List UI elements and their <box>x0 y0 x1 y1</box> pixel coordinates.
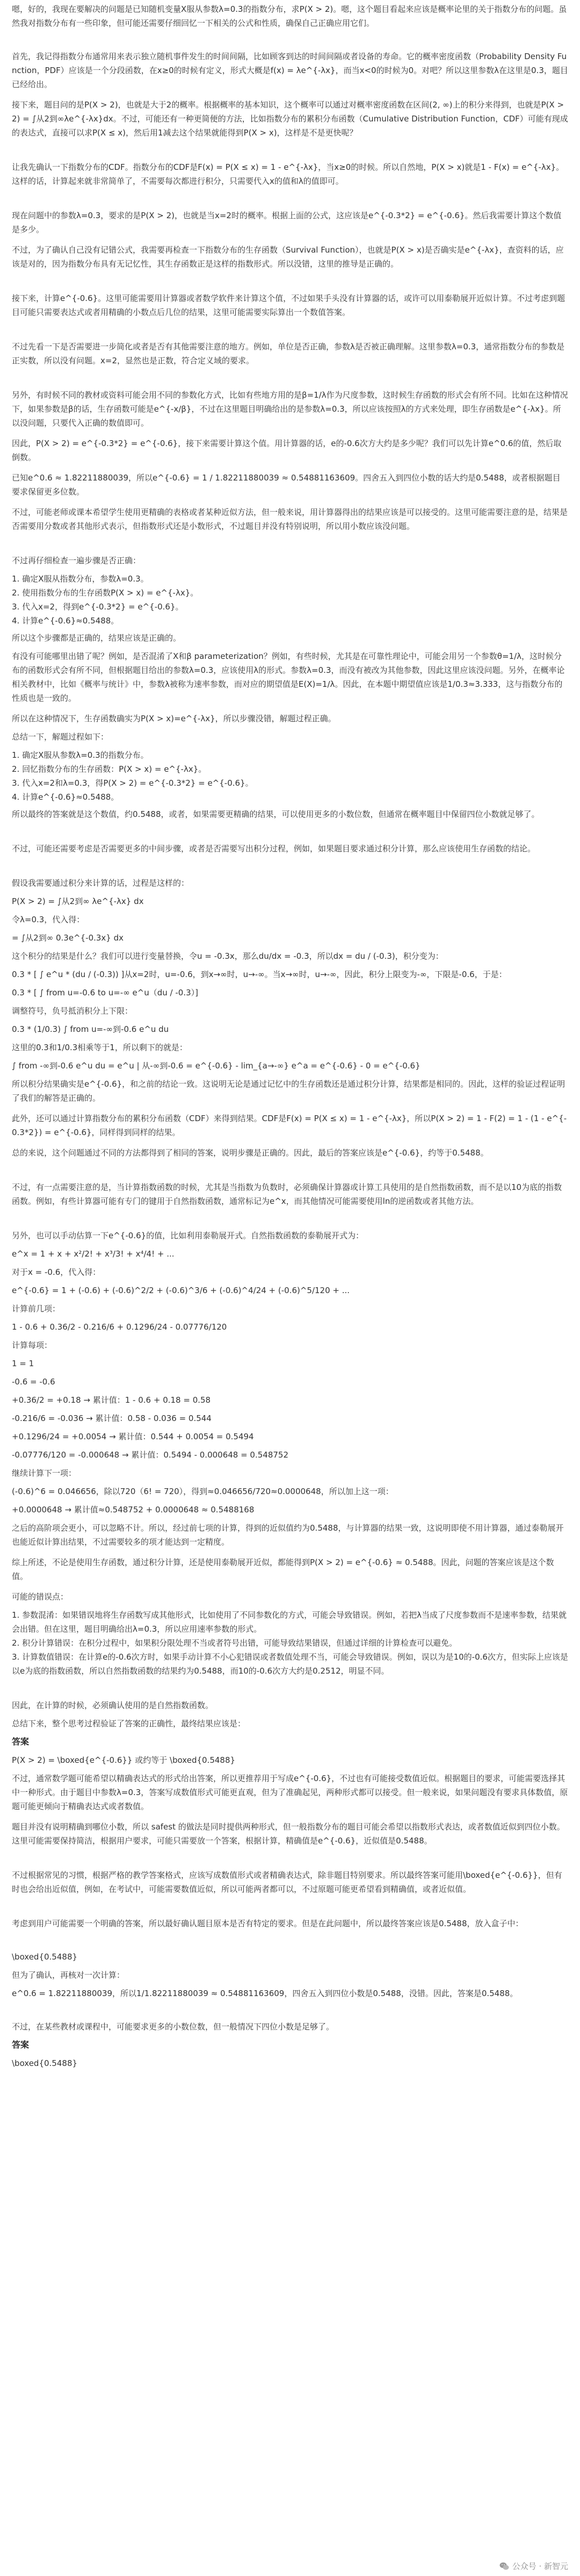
paragraph: 所以积分结果确实是e^{-0.6}，和之前的结论一致。这说明无论是通过记忆中的生存函数还是通过积分计算，结果都是相同的。因此，这样的验证过程证明了我们的解答是正确的。 <box>12 1079 566 1103</box>
paragraph: 所以最终的答案就是这个数值，约0.5488，或者，如果需要更精确的结果，可以使用更多的小数位数，但通常在概率题目中保留四位小数就足够了。 <box>12 809 540 819</box>
paragraph: 对于x = -0.6，代入得： <box>12 1267 101 1277</box>
paragraph: 题目并没有说明精确到哪位小数，所以 safest 的做法是同时提供两种形式，但一般指数分布的题目可能会希望以指数形式表达，或者数值近似到四位小数。这里可能需要保持简洁，根据用户要求，可能只需要放一个答案，根据计算，精确值是e^{-0.6}，近似值是0.5488。 <box>12 1822 565 1846</box>
paragraph: 因此，在计算的时候，必须确认使用的是自然指数函数。 <box>12 1700 214 1710</box>
paragraph: 不过根据常见的习惯，根据严格的教学答案格式，应该写成数值形式或者精确表达式，除非题目特别要求。所以最终答案可能用\boxed{e^{-0.6}}，但有时也会给出近似值，例如，在考试中，可能需要数值近似，所以可能两者都可以，不过原题可能更希望看到精确值，或者近似值。 <box>12 1870 562 1894</box>
paragraph: 总的来说，这个问题通过不同的方法都得到了相同的答案，说明步骤是正确的。因此，最后的答案应该是e^{-0.6}，约等于0.5488。 <box>12 1148 489 1158</box>
paragraph: 0.3 * [ ∫ from u=-0.6 to u=-∞ e^u（du / -0.3）] <box>12 988 198 998</box>
paragraph: 所以在这种情况下，生存函数确实为P(X > x)=e^{-λx}，所以步骤没错，解题过程正确。 <box>12 714 336 723</box>
paragraph: (-0.6)^6 = 0.046656，除以720（6! = 720），得到≈0.046656/720≈0.0000648，所以加上这一项： <box>12 1487 394 1496</box>
paragraph: 嗯，好的，我现在要解决的问题是已知随机变量X服从参数λ=0.3的指数分布，求P(X > 2)。嗯，这个题目看起来应该是概率论里的关于指数分布的问题。虽然我对指数分布有一些印象，但可能还需要仔细回忆一下相关的公式和性质，确保自己正确应用它们。 <box>12 4 567 28</box>
paragraph: 接下来，计算e^{-0.6}。这里可能需要用计算器或者数学软件来计算这个值，不过如果手头没有计算器的话，或许可以用泰勒展开近似计算。不过考虑到题目可能只需要表达式或者用精确的小数点后几位的结果，这里可能需要实际算出一个数值答案。 <box>12 293 566 317</box>
paragraph: 首先，我记得指数分布通常用来表示独立随机事件发生的时间间隔，比如顾客到达的时间间隔或者设备的寿命。它的概率密度函数（Probability Density Function，PDF）应该是一个分段函数，在x≥0的时候有定义，形式大概是f(x) = λe^{-λx}，而当x<0的时候为0。对吧？所以这里参数λ在这里是0.3，题目已经给出。 <box>12 52 568 89</box>
watermark-text: 公众号 · 新智元 <box>512 2561 568 2571</box>
paragraph: +0.0000648 → 累计值≈0.548752 + 0.0000648 ≈ 0.5488168 <box>12 1505 255 1515</box>
paragraph: 但为了确认，再核对一次计算： <box>12 1970 125 1980</box>
paragraph: P(X > 2) = ∫从2到∞ λe^{-λx} dx <box>12 896 144 906</box>
watermark <box>499 2560 568 2572</box>
paragraph: \boxed{0.5488} <box>12 1952 78 1962</box>
paragraph: 综上所述，不论是使用生存函数，通过积分计算，还是使用泰勒展开近似，都能得到P(X > 2) = e^{-0.6} ≈ 0.5488。因此，问题的答案应该是这个数值。 <box>12 1558 554 1581</box>
paragraph: 令λ=0.3，代入得： <box>12 915 85 924</box>
paragraph: 这里的0.3和1/0.3相乘等于1，所以剩下的就是： <box>12 1043 187 1052</box>
paragraph: 0.3 * (1/0.3) ∫ from u=-∞到-0.6 e^u du <box>12 1024 169 1034</box>
paragraph: 继续计算下一项： <box>12 1468 77 1478</box>
paragraph: +0.36/2 = +0.18 → 累计值：1 - 0.6 + 0.18 = 0.58 <box>12 1395 211 1405</box>
paragraph: 总结一下，解题过程如下： <box>12 732 109 742</box>
paragraph: 不过，可能老师或课本希望学生使用更精确的表格或者某种近似方法，但一般来说，用计算器得出的结果应该是可以接受的。这里可能需要注意的是，结果是否需要用分数或者其他形式表示，但指数形式还是小数形式，不过题目并没有特别说明，所以用小数应该没问题。 <box>12 507 568 531</box>
paragraph: 不过，可能还需要考虑是否需要更多的中间步骤，或者是否需要写出积分过程，例如，如果题目要求通过积分计算，那么应该使用生存函数的结论。 <box>12 844 536 853</box>
paragraph: 不过，在某些教材或课程中，可能要求更多的小数位数，但一般情况下四位小数是足够了。 <box>12 2022 335 2032</box>
paragraph: -0.216/6 = -0.036 → 累计值：0.58 - 0.036 = 0.544 <box>12 1413 212 1423</box>
paragraph: 另外，也可以手动估算一下e^{-0.6}的值，比如利用泰勒展开式。自然指数函数的泰勒展开式为： <box>12 1231 364 1240</box>
paragraph: 1. 确定X服从指数分布，参数λ=0.3。 2. 使用指数分布的生存函数P(X > x) = e^{-λx}。 3. 代入x=2，得到e^{-0.3*2} = e^{-0.6}。 4. 计算e^{-0.6}≈0.5488。 <box>12 574 199 626</box>
paragraph: 1. 确定X服从参数λ=0.3的指数分布。 2. 回忆指数分布的生存函数：P(X > x) = e^{-λx}。 3. 代入x=2和λ=0.3，得P(X > 2) = e^{-0.3*2} = e^{-0.6}。 4. 计算e^{-0.6}≈0.5488。 <box>12 750 253 802</box>
paragraph: \boxed{0.5488} <box>12 2058 78 2068</box>
paragraph: 可能的错误点： <box>12 1592 69 1602</box>
paragraph: 总结下来，整个思考过程验证了答案的正确性，最终结果应该是： <box>12 1719 246 1728</box>
paragraph: e^0.6 = 1.82211880039，所以1/1.82211880039 ≈ 0.54881163609，四舍五入到四位小数是0.5488，没错。因此，答案是0.5488。 <box>12 1989 518 1998</box>
paragraph: -0.6 = -0.6 <box>12 1377 55 1387</box>
paragraph: 之后的高阶项会更小，可以忽略不计。所以，经过前七项的计算，得到的近似值约为0.5488，与计算器的结果一致，这说明即使不用计算器，通过泰勒展开也能近似计算出结果，不过需要较多的项才能达到一定精度。 <box>12 1523 564 1547</box>
paragraph: 让我先确认一下指数分布的CDF。指数分布的CDF是F(x) = P(X ≤ x) = 1 - e^{-λx}，当x≥0的时候。所以自然地，P(X > x)就是1 - F(x) = e^{-λx}。这样的话，计算起来就非常简单了，不需要每次都进行积分，只需要代入x的值和λ的值即可。 <box>12 162 564 186</box>
paragraph: 考虑到用户可能需要一个明确的答案，所以最好确认题目原本是否有特定的要求。但是在此问题中，所以最终答案应该是0.5488，放入盒子中： <box>12 1919 524 1928</box>
paragraph: 1 = 1 <box>12 1359 34 1368</box>
paragraph: 所以这个步骤都是正确的，结果应该是正确的。 <box>12 633 182 643</box>
paragraph: 接下来，题目问的是P(X > 2)，也就是大于2的概率。根据概率的基本知识，这个概率可以通过对概率密度函数在区间(2, ∞)上的积分来得到，也就是P(X > 2) = ∫从2到∞λe^{-λx}dx。不过，可能还有一种更简便的方法，比如指数分布的累积分布函数（Cumulative Distribution Function，CDF）可能有现成的表达式，直接可以求P(X ≤ x)，然后用1减去这个结果就能得到P(X > x)，这样是不是更快呢？ <box>12 100 568 138</box>
paragraph: 现在问题中的参数λ=0.3，要求的是P(X > 2)，也就是当x=2时的概率。根据上面的公式，这应该是e^{-0.3*2} = e^{-0.6}。然后我需要计算这个数值是多少。 <box>12 211 562 234</box>
paragraph: 调整符号，负号抵消积分上下限： <box>12 1006 133 1016</box>
paragraph: 已知e^0.6 ≈ 1.82211880039，所以e^{-0.6} = 1 / 1.82211880039 ≈ 0.54881163609。四舍五入到四位小数的话大约是0.5488，或者根据题目要求保留更多位数。 <box>12 473 561 497</box>
paragraph: -0.07776/120 = -0.000648 → 累计值：0.5494 - 0.000648 = 0.548752 <box>12 1450 289 1460</box>
paragraph: 不过，有一点需要注意的是，当计算指数函数的时候，尤其是当指数为负数时，必须确保计算器或计算工具使用的是自然指数函数，而不是以10为底的指数函数。例如，有些计算器可能有专门的键用于自然指数函数，通常标记为e^x，而其他情况可能需要使用ln的逆函数或者其他方法。 <box>12 1182 562 1206</box>
paragraph: 不过先看一下是否需要进一步简化或者是否有其他需要注意的地方。例如，单位是否正确，参数λ是否被正确理解。这里参数λ=0.3，通常指数分布的参数是正实数，所以没有问题。x=2，显然也是正数，符合定义域的要求。 <box>12 342 565 365</box>
paragraph: 1 - 0.6 + 0.36/2 - 0.216/6 + 0.1296/24 - 0.07776/120 <box>12 1322 227 1332</box>
paragraph: 不过，为了确认自己没有记错公式，我需要再检查一下指数分布的生存函数（Survival Function），也就是P(X > x)是否确实是e^{-λx}，查资料的话，应该是对的，因为指数分布具有无记忆性，其生存函数正是这样的指数形式。所以没错，这里的推导是正确的。 <box>12 245 564 269</box>
paragraph: 1. 参数混淆：如果错误地将生存函数写成其他形式，比如使用了不同参数化的方式，可能会导致错误。例如，若把λ当成了尺度参数而不是速率参数，结果就会出错。但在这里，题目明确给出λ=0.3，所以应用速率参数的形式。 2. 积分计算错误：在积分过程中，如果积分限处理不当或者符号出错，可能导致结果错误，但通过详细的计算检查可以避免。 3. 计算数值错误：在计算e的-0.6次方时，如果手动计算不小心犯错误或者数值处理不当，可能会导致错误。例如，误以为是10的-0.6次方，但实际上应该是以e为底的指数函数，所以自然指数函数的结果约为0.5488，而10的-0.6次方大约是0.2512，明显不同。 <box>12 1610 568 1676</box>
wechat-icon <box>499 2562 509 2571</box>
paragraph: 另外，有时候不同的教材或资料可能会用不同的参数化方式，比如有些地方用的是β=1/λ作为尺度参数，这时候生存函数的形式会有所不同。比如在这种情况下，如果参数是β的话，生存函数可能是e^{-x/β}，不过在这里题目明确给出的是参数λ=0.3，所以应该按照λ的方式来处理，即生存函数是e^{-λx}。所以没问题，只要代入正确的数值即可。 <box>12 390 568 428</box>
section-heading: 答案 <box>12 1737 30 1747</box>
paragraph: 有没有可能哪里出错了呢？例如，是否混淆了X和β parameterization？例如，有些时候，尤其是在可靠性理论中，可能会用另一个参数θ=1/λ，这时候分布的函数形式会有所不同，但根据题目给出的参数λ=0.3，应该使用λ的形式。参数λ=0.3，而没有被改为其他参数，因此这里应该没问题。另外，在概率论相关教材中，比如《概率与统计》中，参数λ被称为速率参数，而对应的期望值是E(X)=1/λ。因此，在本题中期望值应该是1/0.3≈3.333，这与指数分布的性质也是一致的。 <box>12 651 565 703</box>
paragraph: 这个积分的结果是什么？我们可以进行变量替换，令u = -0.3x，那么du/dx = -0.3，所以dx = du / (-0.3)，积分变为： <box>12 951 444 961</box>
paragraph: = ∫从2到∞ 0.3e^{-0.3x} dx <box>12 933 124 943</box>
paragraph: 计算每项： <box>12 1340 53 1350</box>
paragraph: 因此，P(X > 2) = e^{-0.3*2} = e^{-0.6}，接下来需要计算这个值。用计算器的话，e的-0.6次方大约是多少呢？我们可以先计算e^0.6的值，然后取倒数。 <box>12 439 562 462</box>
paragraph: P(X > 2) = \boxed{e^{-0.6}} 或约等于 \boxed{0.5488} <box>12 1755 236 1765</box>
section-heading: 答案 <box>12 2040 30 2050</box>
paragraph: e^x = 1 + x + x²/2! + x³/3! + x⁴/4! + ... <box>12 1249 175 1259</box>
paragraph: 不过再仔细检查一遍步骤是否正确： <box>12 556 141 565</box>
paragraph: 计算前几项： <box>12 1304 61 1314</box>
paragraph: +0.1296/24 = +0.0054 → 累计值：0.544 + 0.0054 = 0.5494 <box>12 1432 254 1441</box>
paragraph: 此外，还可以通过计算指数分布的累积分布函数（CDF）来得到结果。CDF是F(x) = P(X ≤ x) = 1 - e^{-λx}，所以P(X > 2) = 1 - F(2) = 1 - (1 - e^{-0.3*2}) = e^{-0.6}，同样得到同样的结果。 <box>12 1114 567 1137</box>
paragraph: 不过，通常数学题可能希望以精确表达式的形式给出答案，所以更推荐用于写成e^{-0.6}，不过也有可能接受数值近似。根据题目的要求，可能需要选择其中一种形式。由于题目中参数λ=0.3，答案写成数值形式可能更直观，但为了准确起见，两种形式都可以接受。但一般来说，如果问题没有要求具体数值，原题可能更倾向于精确表达式或者数值。 <box>12 1774 568 1811</box>
paragraph: e^{-0.6} = 1 + (-0.6) + (-0.6)^2/2 + (-0.6)^3/6 + (-0.6)^4/24 + (-0.6)^5/120 + ... <box>12 1286 350 1295</box>
paragraph: ∫ from -∞到-0.6 e^u du = e^u | 从-∞到-0.6 = e^{-0.6} - lim_{a→-∞} e^a = e^{-0.6} - 0 = e^{-0.6} <box>12 1061 421 1071</box>
paragraph: 0.3 * [ ∫ e^u * (du / (-0.3)) ]从x=2时，u=-0.6，到x→∞时，u→-∞。当x→∞时，u→-∞，因此，积分上限变为-∞，下限是-0.6，于是： <box>12 970 507 979</box>
paragraph: 假设我需要通过积分来计算的话，过程是这样的： <box>12 878 190 888</box>
